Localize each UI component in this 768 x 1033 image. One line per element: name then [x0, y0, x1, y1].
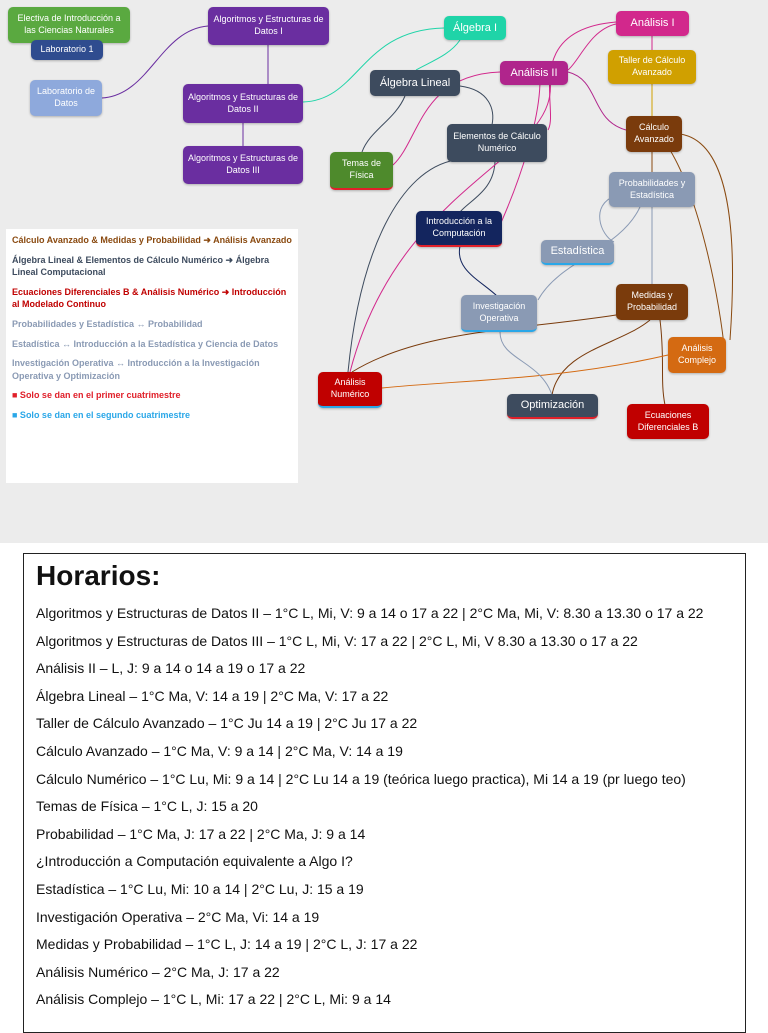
- node-analisis2[interactable]: [500, 61, 568, 85]
- node-complejo[interactable]: [668, 337, 726, 373]
- link-complejo-numerico: [382, 355, 668, 388]
- legend-item: Estadística ↔ Introducción a la Estadística y Ciencia de Datos: [12, 338, 279, 349]
- node-algebra1[interactable]: [444, 16, 506, 40]
- node-medidas[interactable]: [616, 284, 688, 320]
- link-algebra1-algebralineal: [416, 40, 460, 70]
- node-label: Temas de Física: [341, 158, 382, 180]
- node-temasfisica[interactable]: [330, 152, 393, 190]
- node-analisis1[interactable]: [616, 11, 689, 36]
- node-aed3[interactable]: [183, 146, 303, 184]
- node-label: Análisis I: [630, 17, 675, 30]
- node-label: Electiva de Introducción a las Ciencias Naturales: [17, 13, 121, 35]
- node-estadistica[interactable]: [541, 240, 614, 265]
- schedule-row: Probabilidad – 1°C Ma, J: 17 a 22 | 2°C Ma, J: 9 a 14: [36, 825, 366, 842]
- node-elementos[interactable]: [447, 124, 547, 162]
- node-algebralineal[interactable]: [370, 70, 460, 96]
- link-medidas-ecuaciones: [660, 320, 665, 405]
- legend-panel: [6, 229, 298, 483]
- node-ecuaciones[interactable]: [627, 404, 709, 439]
- schedule-row: Análisis II – L, J: 9 a 14 o 14 a 19 o 17 a 22: [36, 660, 306, 677]
- link-intro-investigacion: [459, 246, 497, 296]
- node-label: Álgebra I: [452, 21, 498, 34]
- node-label: Estadística: [550, 245, 605, 258]
- node-label: Ecuaciones Diferenciales B: [637, 409, 699, 432]
- node-label: Medidas y Probabilidad: [626, 290, 678, 312]
- schedule-row: Algoritmos y Estructuras de Datos III – 1°C L, Mi, V: 17 a 22 | 2°C L, Mi, V 8.30 a 13.30 o 17 a 22: [36, 632, 638, 649]
- schedule-row: Análisis Numérico – 2°C Ma, J: 17 a 22: [36, 963, 280, 980]
- node-label: Laboratorio de Datos: [36, 86, 96, 108]
- link-elementos-intro: [460, 160, 495, 212]
- node-probest[interactable]: [609, 172, 695, 207]
- node-label: Algoritmos y Estructuras de Datos I: [213, 14, 324, 36]
- link-medidas-optimizacion: [552, 320, 650, 395]
- node-label: Análisis Numérico: [330, 377, 370, 399]
- link-algebralineal-temas: [362, 96, 405, 152]
- node-label: Taller de Cálculo Avanzado: [618, 55, 686, 77]
- node-label: Análisis Complejo: [677, 343, 717, 365]
- link-investigacion-optimizacion: [500, 332, 552, 395]
- schedule-row: Medidas y Probabilidad – 1°C L, J: 14 a 19 | 2°C L, J: 17 a 22: [36, 936, 418, 953]
- schedule-row: Temas de Física – 1°C L, J: 15 a 20: [36, 798, 258, 815]
- node-lab1[interactable]: [31, 40, 103, 60]
- node-label: Laboratorio 1: [40, 44, 94, 55]
- node-numerico[interactable]: [318, 372, 382, 408]
- legend-item: ■ Solo se dan en el segundo cuatrimestre: [12, 409, 190, 420]
- schedule-row: ¿Introducción a Computación equivalente a Algo I?: [36, 853, 353, 870]
- node-label: Optimización: [520, 399, 585, 412]
- node-labdatos[interactable]: [30, 80, 102, 116]
- node-optimizacion[interactable]: [507, 394, 598, 419]
- legend-item: Probabilidades y Estadística ↔ Probabilidad: [12, 318, 203, 329]
- schedule-title: Horarios:: [36, 560, 161, 591]
- schedule-row: Cálculo Avanzado – 1°C Ma, V: 9 a 14 | 2°C Ma, V: 14 a 19: [36, 742, 403, 759]
- schedule-row: Algoritmos y Estructuras de Datos II – 1°C L, Mi, V: 9 a 14 o 17 a 22 | 2°C Ma, Mi, V: 8.30 a 13.30 o 17 a 22: [36, 605, 704, 621]
- legend-item: Ecuaciones Diferenciales B & Análisis Numérico ➜ Introducción al Modelado Continuo: [12, 286, 287, 310]
- legend-item: Investigación Operativa ↔ Introducción a la Investigación Operativa y Optimización: [12, 358, 260, 381]
- schedule-row: Estadística – 1°C Lu, Mi: 10 a 14 | 2°C Lu, J: 15 a 19: [36, 880, 364, 897]
- node-label: Probabilidades y Estadística: [618, 177, 686, 200]
- node-aed1[interactable]: [208, 7, 329, 45]
- schedule-row: Investigación Operativa – 2°C Ma, Vi: 14 a 19: [36, 908, 320, 925]
- node-label: Algoritmos y Estructuras de Datos II: [187, 91, 299, 114]
- node-electiva[interactable]: [8, 7, 130, 43]
- legend-item: Álgebra Lineal & Elementos de Cálculo Numérico ➜ Álgebra Lineal Computacional: [12, 254, 270, 278]
- node-intro[interactable]: [416, 211, 502, 247]
- node-label: Introducción a la Computación: [425, 216, 493, 238]
- node-label: Álgebra Lineal: [379, 76, 451, 89]
- legend-item: ■ Solo se dan en el primer cuatrimestre: [12, 390, 181, 401]
- legend-item: Cálculo Avanzado & Medidas y Probabilidad ➜ Análisis Avanzado: [12, 235, 292, 245]
- node-label: Análisis II: [510, 66, 558, 79]
- schedule-box: [23, 553, 746, 1033]
- node-investigacion[interactable]: [461, 295, 537, 332]
- node-calculo[interactable]: [626, 116, 682, 152]
- node-label: Cálculo Avanzado: [634, 122, 674, 144]
- schedule-row: Álgebra Lineal – 1°C Ma, V: 14 a 19 | 2°C Ma, V: 17 a 22: [36, 687, 389, 704]
- schedule-row: Taller de Cálculo Avanzado – 1°C Ju 14 a 19 | 2°C Ju 17 a 22: [36, 715, 418, 732]
- node-taller[interactable]: [608, 50, 696, 84]
- link-algebralineal-elementos: [460, 86, 493, 125]
- node-label: Algoritmos y Estructuras de Datos III: [187, 153, 299, 175]
- node-aed2[interactable]: [183, 84, 303, 123]
- node-label: Elementos de Cálculo Numérico: [453, 131, 541, 153]
- schedule-row: Cálculo Numérico – 1°C Lu, Mi: 9 a 14 | 2°C Lu 14 a 19 (teórica luego practica), Mi 14 a 19 (pr luego teo): [36, 770, 686, 787]
- node-label: Investigación Operativa: [472, 300, 526, 323]
- schedule-row: Análisis Complejo – 1°C L, Mi: 17 a 22 | 2°C L, Mi: 9 a 14: [36, 991, 391, 1008]
